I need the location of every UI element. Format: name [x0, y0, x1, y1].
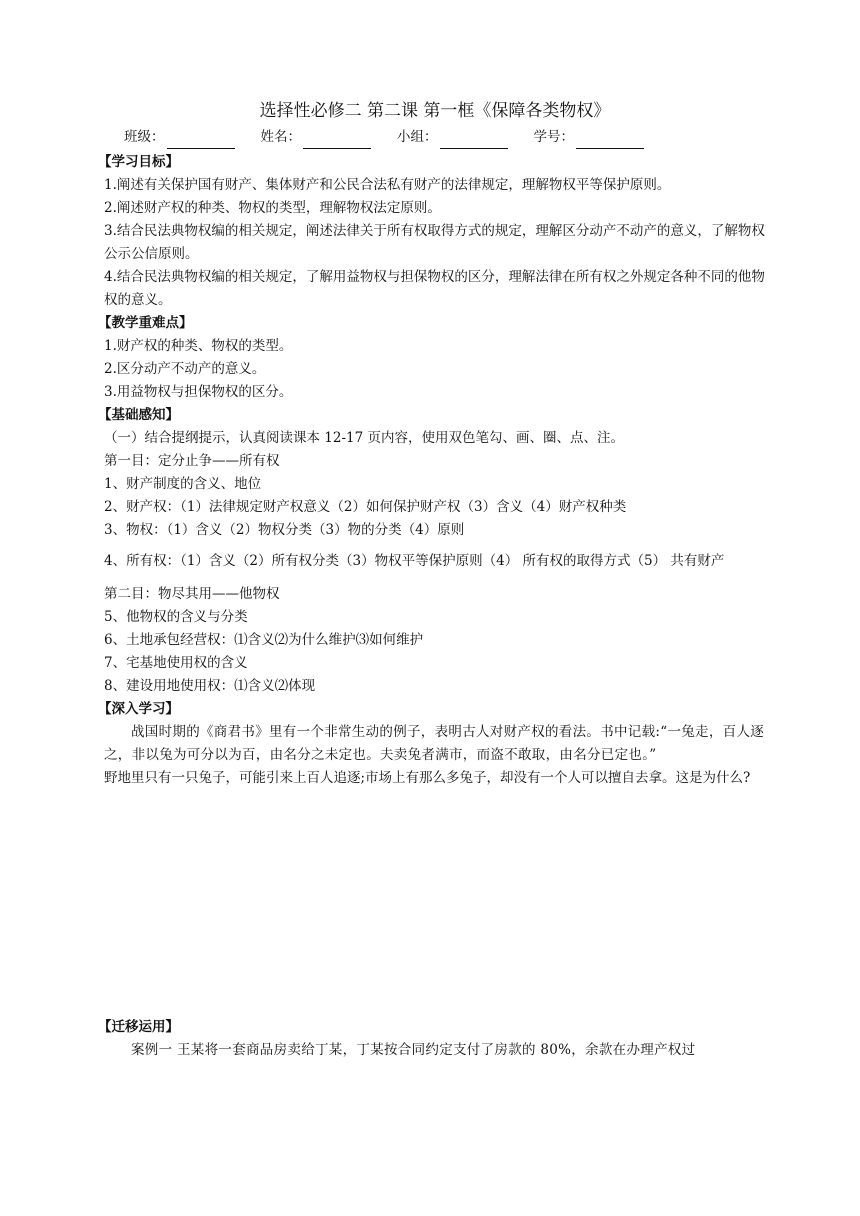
deep-question: 野地里只有一只兔子，可能引来上百人追逐;市场上有那么多兔子，却没有一个人可以擅自去拿。这是为什么?	[104, 770, 751, 786]
outline-item: 5、他物权的含义与分类	[104, 609, 248, 625]
basics-heading: 【基础感知】	[98, 407, 179, 423]
answer-space[interactable]	[104, 790, 766, 1016]
outline-item: 3、物权：（1）含义（2）物权分类（3）物的分类（4）原则	[104, 522, 465, 538]
key-points-heading: 【教学重难点】	[98, 315, 193, 331]
name-field	[261, 126, 372, 149]
group-field	[397, 126, 508, 149]
basics-intro: （一）结合提纲提示，认真阅读课本 12-17 页内容，使用双色笔勾、画、圈、点、注。	[104, 430, 624, 446]
outline-item: 1、财产制度的含义、地位	[104, 476, 262, 492]
outline-item: 6、土地承包经营权：⑴含义⑵为什么维护⑶如何维护	[104, 632, 424, 648]
student-info-line	[104, 126, 766, 149]
number-blank[interactable]	[576, 132, 644, 149]
goal-item: 4.结合民法典物权编的相关规定，了解用益物权与担保物权的区分，理解法律在所有权之外规定各种不同的他物权的意义。	[104, 269, 765, 308]
group-label: 小组：	[397, 129, 438, 145]
class-blank[interactable]	[167, 132, 235, 149]
part1-title: 第一目：定分止争——所有权	[104, 453, 280, 469]
page-title: 选择性必修二 第二课 第一框《保障各类物权》	[259, 101, 611, 121]
goal-item: 2.阐述财产权的种类、物权的类型，理解物权法定原则。	[104, 200, 441, 216]
outline-item: 8、建设用地使用权：⑴含义⑵体现	[104, 678, 316, 694]
goals-heading: 【学习目标】	[98, 154, 179, 170]
key-point-item: 2.区分动产不动产的意义。	[104, 361, 266, 377]
transfer-heading: 【迁移运用】	[98, 1019, 179, 1035]
group-blank[interactable]	[440, 132, 508, 149]
outline-item: 2、财产权：（1）法律规定财产权意义（2）如何保护财产权（3）含义（4）财产权种类	[104, 499, 627, 515]
goal-item: 3.结合民法典物权编的相关规定，阐述法律关于所有权取得方式的规定，理解区分动产不动产的意义，了解物权公示公信原则。	[104, 223, 765, 262]
number-label: 学号：	[533, 129, 574, 145]
class-field	[124, 126, 235, 149]
deep-heading: 【深入学习】	[98, 701, 179, 717]
class-label: 班级：	[124, 129, 165, 145]
outline-item: 7、宅基地使用权的含义	[104, 655, 248, 671]
number-field	[534, 126, 645, 149]
goal-item: 1.阐述有关保护国有财产、集体财产和公民合法私有财产的法律规定，理解物权平等保护原则。	[104, 177, 671, 193]
outline-item: 4、所有权：（1）含义（2）所有权分类（3）物权平等保护原则（4） 所有权的取得方式（5） 共有财产	[104, 553, 725, 569]
part2-title: 第二目：物尽其用——他物权	[104, 586, 280, 602]
key-point-item: 3.用益物权与担保物权的区分。	[104, 384, 293, 400]
name-blank[interactable]	[303, 132, 371, 149]
name-label: 姓名：	[260, 129, 301, 145]
case-one-text: 案例一 王某将一套商品房卖给丁某，丁某按合同约定支付了房款的 80%，余款在办理产权过	[131, 1042, 696, 1058]
shangjunshu-quote: 战国时期的《商君书》里有一个非常生动的例子，表明古人对财产权的看法。书中记载:“一兔走，百人逐之，非以兔为可分以为百，由名分之未定也。夫卖兔者满市，而盗不敢取，由名分已定也。”	[104, 724, 765, 763]
key-point-item: 1.财产权的种类、物权的类型。	[104, 338, 293, 354]
worksheet-content	[98, 98, 766, 1062]
